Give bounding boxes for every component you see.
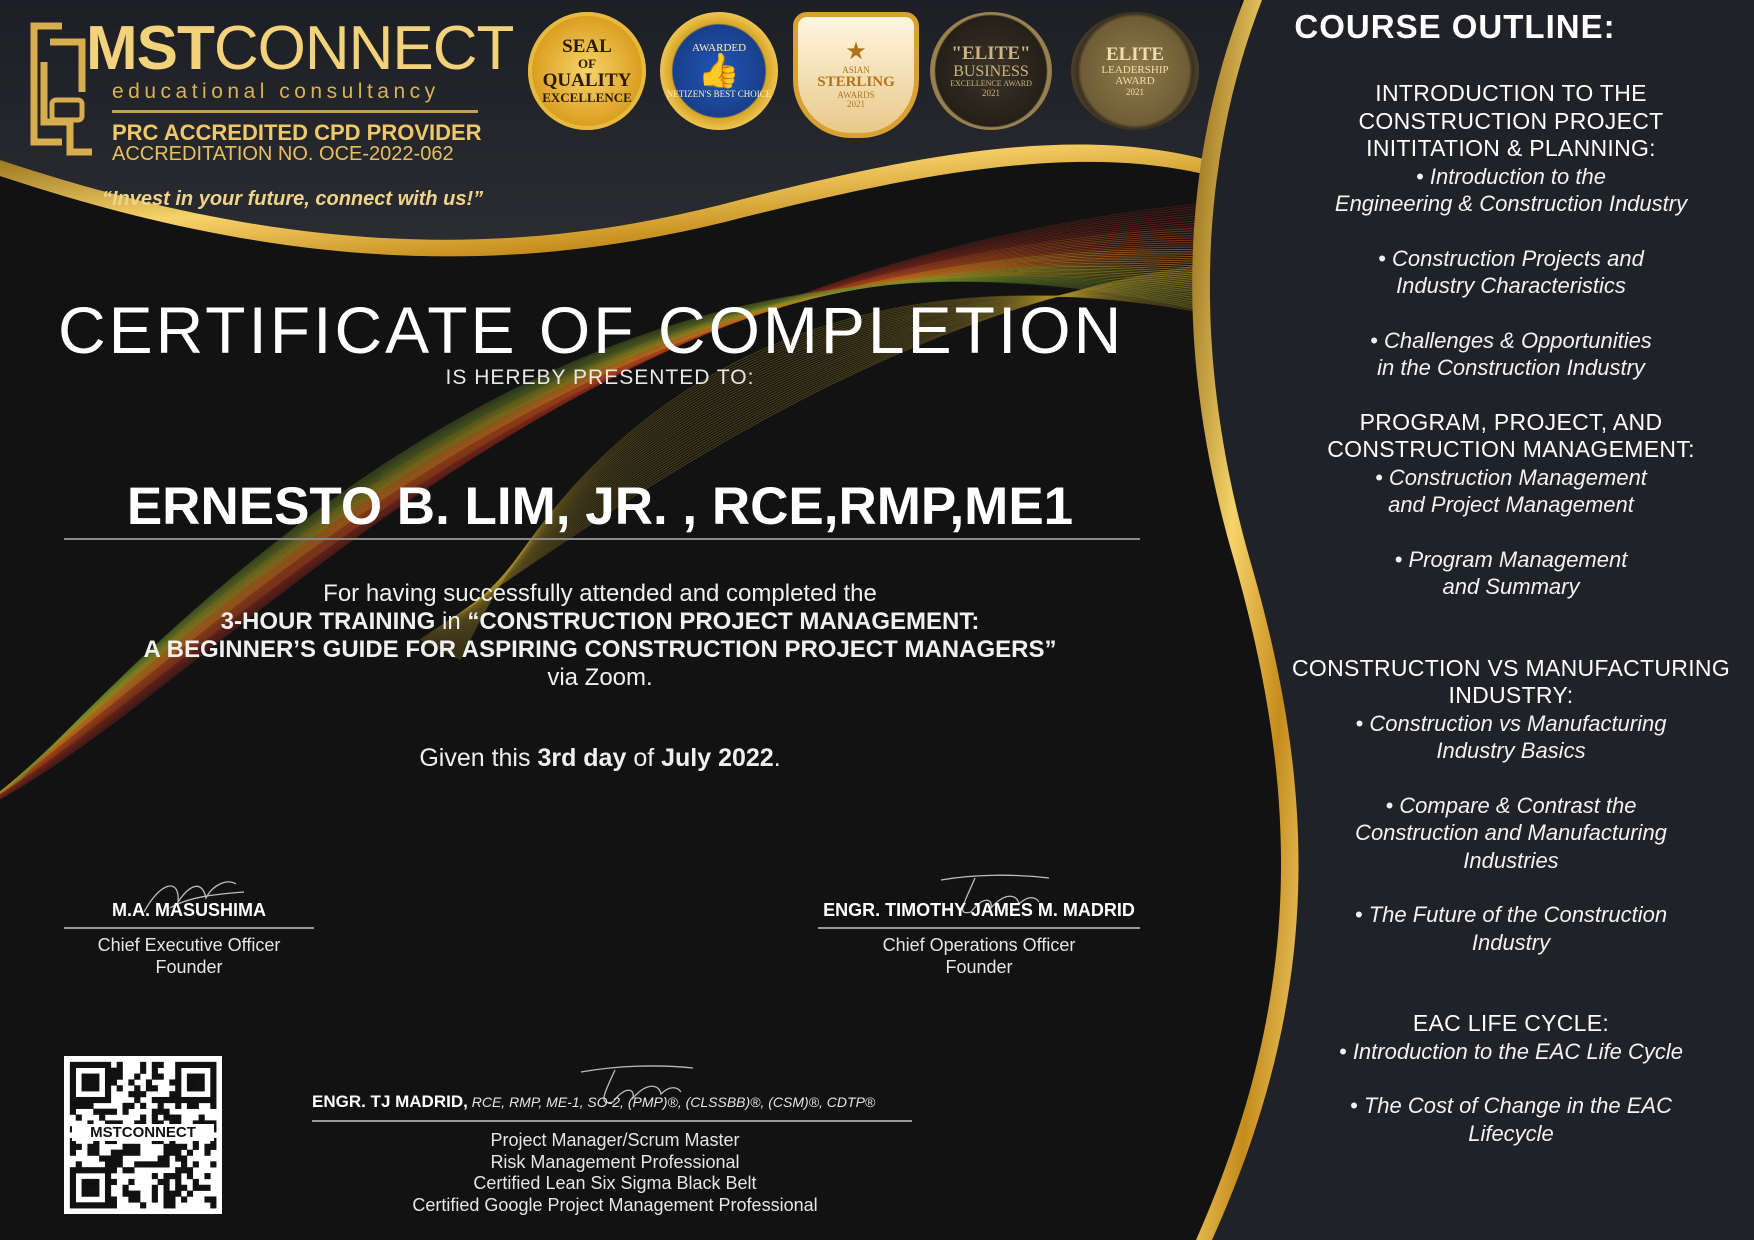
outline-item: • The Cost of Change in the EAC Lifecycle: [1350, 1093, 1672, 1146]
outline-item: • Construction Management and Project Management: [1375, 464, 1647, 517]
ceo-name: M.A. MASUSHIMA: [112, 900, 266, 920]
course-outline-title: COURSE OUTLINE:: [1294, 8, 1616, 45]
ceo-signature-line: [64, 927, 314, 929]
course-title-line: A BEGINNER’S GUIDE FOR ASPIRING CONSTRUCTION PROJECT MANAGERS”: [143, 636, 1057, 663]
completion-statement: [0, 580, 1200, 692]
quality-excellence-seal-icon: SEAL OF QUALITY EXCELLENCE: [528, 12, 646, 130]
sterling-awards-seal-icon: ★ ASIAN STERLING AWARDS 2021: [793, 12, 919, 138]
trainer-credentials: RCE, RMP, ME-1, SO-2, (PMP)®, (CLSSBB)®, (CSM)®, CDTP®: [467, 1094, 876, 1110]
via-line: via Zoom.: [547, 664, 653, 691]
qr-brand-label: MSTCONNECT: [72, 1124, 214, 1141]
elite-leadership-seal-icon: ELITE LEADERSHIP AWARD 2021: [1071, 12, 1199, 130]
completion-line: For having successfully attended and completed the: [323, 580, 877, 607]
training-line: 3-HOUR TRAINING in “CONSTRUCTION PROJECT MANAGEMENT:: [220, 608, 980, 635]
trainer-name: ENGR. TJ MADRID,: [312, 1092, 468, 1111]
outline-item: • Introduction to the Engineering & Construction Industry: [1334, 163, 1688, 216]
accreditation-number: ACCREDITATION NO. OCE-2022-062: [112, 143, 454, 165]
course-outline: [1268, 80, 1754, 1147]
recipient-name: ERNESTO B. LIM, JR. , RCE,RMP,ME1: [126, 477, 1074, 536]
outline-item: • The Future of the Construction Industry: [1354, 902, 1668, 955]
netizens-choice-seal-icon: AWARDED 👍 NETIZEN'S BEST CHOICE: [660, 12, 778, 130]
outline-section-4-heading: EAC LIFE CYCLE:: [1412, 1010, 1610, 1036]
coo-title: Chief Operations Officer Founder: [882, 935, 1076, 977]
brand-subtitle: educational consultancy: [112, 80, 440, 103]
ceo-title: Chief Executive Officer Founder: [97, 935, 281, 977]
elite-business-seal-icon: "ELITE" BUSINESS EXCELLENCE AWARD 2021: [930, 12, 1052, 130]
outline-item: • Construction Projects and Industry Characteristics: [1378, 245, 1644, 298]
outline-item: • Compare & Contrast the Construction and Manufacturing Industries: [1355, 792, 1667, 873]
trainer-signature-line: [312, 1120, 912, 1122]
trainer-name-line: [312, 1092, 912, 1112]
given-date: Given this 3rd day of July 2022.: [419, 744, 781, 772]
outline-item: • Introduction to the EAC Life Cycle: [1339, 1038, 1683, 1064]
coo-name: ENGR. TIMOTHY JAMES M. MADRID: [823, 900, 1135, 920]
certificate-title: CERTIFICATE OF COMPLETION: [58, 293, 1125, 367]
coo-signature-line: [818, 927, 1140, 929]
outline-item: • Program Management and Summary: [1394, 546, 1628, 599]
outline-item: • Construction vs Manufacturing Industry Basics: [1355, 710, 1667, 763]
outline-section-1-heading: INTRODUCTION TO THE CONSTRUCTION PROJECT INITITATION & PLANNING:: [1358, 80, 1664, 161]
outline-section-3-heading: CONSTRUCTION VS MANUFACTURING INDUSTRY:: [1291, 654, 1731, 708]
recipient-underline: [64, 538, 1140, 540]
presented-to-label: IS HEREBY PRESENTED TO:: [445, 366, 755, 389]
outline-section-2-heading: PROGRAM, PROJECT, AND CONSTRUCTION MANAGEMENT:: [1327, 408, 1695, 462]
prc-accreditation: PRC ACCREDITED CPD PROVIDER: [112, 120, 482, 145]
outline-item: • Challenges & Opportunities in the Construction Industry: [1370, 327, 1652, 380]
header-divider: [112, 110, 478, 113]
trainer-roles: Project Manager/Scrum Master Risk Management Professional Certified Lean Six Sigma Black Belt Certified Google Project Management Professional: [412, 1130, 818, 1215]
brand-name: MSTCONNECT: [86, 14, 514, 83]
brand-motto: “Invest in your future, connect with us!”: [102, 188, 484, 210]
